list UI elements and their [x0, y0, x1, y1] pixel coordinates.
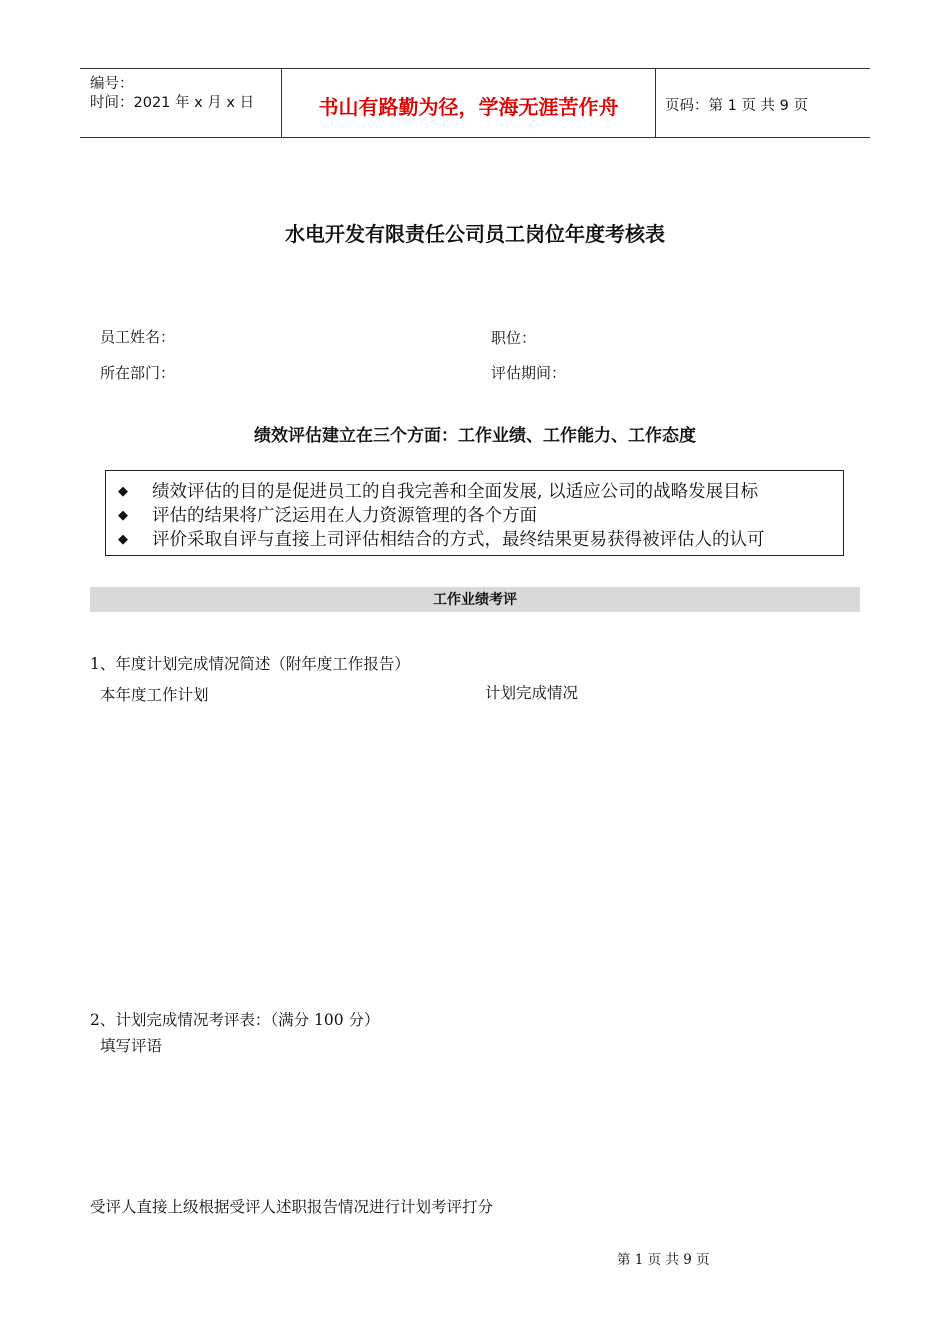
note-text: 绩效评估的目的是促进员工的自我完善和全面发展, 以适应公司的战略发展目标 [152, 482, 759, 502]
notes-box [105, 470, 844, 556]
period-label: 评估期间： [491, 364, 567, 382]
note-text: 评价采取自评与直接上司评估相结合的方式，最终结果更易获得被评估人的认可 [152, 530, 765, 550]
document-time-label: 时间：2021 年 x 月 x 日 [90, 95, 255, 111]
diamond-bullet-icon: ◆ [118, 532, 128, 547]
note-item [118, 526, 765, 551]
note-item [118, 502, 537, 527]
header-right-cell [655, 69, 870, 137]
document-number-label: 编号： [90, 76, 134, 92]
header-table [80, 68, 870, 138]
plan-status-column-label: 计划完成情况 [485, 684, 579, 702]
item2-heading: 2、计划完成情况考评表：（满分 100 分） [90, 1011, 380, 1029]
footer-page-number: 第 1 页 共 9 页 [617, 1252, 710, 1268]
scoring-instruction: 受评人直接上级根据受评人述职报告情况进行计划考评打分 [90, 1198, 494, 1216]
position-label: 职位： [491, 329, 537, 347]
section-header-bar [90, 587, 860, 612]
aspects-heading: 绩效评估建立在三个方面：工作业绩、工作能力、工作态度 [254, 426, 696, 446]
employee-name-label: 员工姓名： [100, 328, 176, 346]
note-item [118, 478, 758, 503]
department-label: 所在部门： [100, 364, 176, 382]
header-center-cell [281, 69, 656, 137]
section-title: 工作业绩考评 [433, 592, 517, 608]
diamond-bullet-icon: ◆ [118, 484, 128, 499]
diamond-bullet-icon: ◆ [118, 508, 128, 523]
annual-plan-column-label: 本年度工作计划 [100, 686, 209, 704]
header-left-cell [80, 69, 281, 137]
comment-label: 填写评语 [100, 1037, 163, 1055]
item1-heading: 1、年度计划完成情况简述（附年度工作报告） [90, 655, 410, 673]
document-title: 水电开发有限责任公司员工岗位年度考核表 [285, 222, 665, 246]
header-page-code: 页码：第 1 页 共 9 页 [665, 98, 808, 114]
note-text: 评估的结果将广泛运用在人力资源管理的各个方面 [152, 506, 537, 526]
header-motto: 书山有路勤为径，学海无涯苦作舟 [318, 95, 619, 119]
